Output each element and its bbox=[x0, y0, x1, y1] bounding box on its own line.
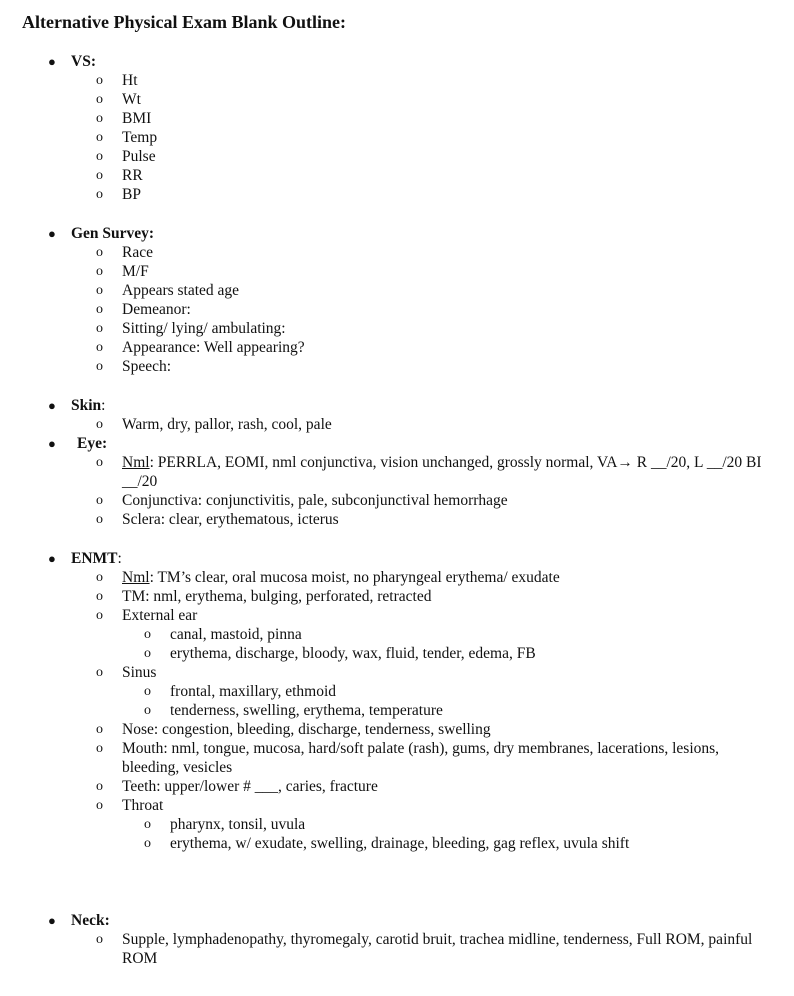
section-gen-survey bbox=[48, 224, 774, 376]
list-item bbox=[96, 720, 774, 739]
list-item-text bbox=[122, 568, 774, 587]
list-item bbox=[96, 663, 774, 720]
list-item-text: Supple, lymphadenopathy, thyromegaly, carotid bruit, trachea midline, tenderness, Full ROM, painful ROM bbox=[122, 931, 753, 967]
list-item bbox=[144, 815, 774, 834]
sub-bullet-icon: o bbox=[144, 646, 151, 661]
list-item bbox=[96, 262, 774, 281]
list-item-text: Temp bbox=[122, 129, 158, 146]
list-item-text: erythema, discharge, bloody, wax, fluid, tender, edema, FB bbox=[170, 645, 536, 662]
neck-list bbox=[48, 930, 774, 968]
list-item-text: Warm, dry, pallor, rash, cool, pale bbox=[122, 416, 332, 433]
section-label-colon: : bbox=[101, 397, 106, 414]
list-item bbox=[96, 185, 774, 204]
sub-bullet-icon: o bbox=[96, 570, 103, 585]
nml-label: Nml bbox=[122, 569, 150, 586]
enmt-normal-findings: : TM’s clear, oral mucosa moist, no pharyngeal erythema/ exudate bbox=[149, 569, 560, 586]
throat-list bbox=[96, 815, 774, 853]
list-item-text: M/F bbox=[122, 263, 149, 280]
list-item-text: frontal, maxillary, ethmoid bbox=[170, 683, 337, 700]
list-item bbox=[96, 453, 774, 491]
list-item bbox=[96, 796, 774, 853]
sub-bullet-icon: o bbox=[96, 111, 103, 126]
list-item bbox=[144, 701, 774, 720]
sub-bullet-icon: o bbox=[96, 302, 103, 317]
sub-bullet-icon: o bbox=[96, 73, 103, 88]
list-item bbox=[96, 739, 774, 777]
list-item-text: Demeanor: bbox=[122, 301, 191, 318]
bullet-icon: ● bbox=[48, 913, 56, 928]
list-item bbox=[96, 357, 774, 376]
sub-bullet-icon: o bbox=[96, 130, 103, 145]
list-item bbox=[144, 625, 774, 644]
list-item bbox=[144, 834, 774, 853]
section-label: Eye: bbox=[77, 435, 108, 452]
sub-bullet-icon: o bbox=[144, 817, 151, 832]
list-item-text: Teeth: upper/lower # ___, caries, fracture bbox=[122, 778, 378, 795]
sub-bullet-icon: o bbox=[96, 493, 103, 508]
list-item bbox=[96, 568, 774, 587]
sub-bullet-icon: o bbox=[144, 703, 151, 718]
list-item bbox=[96, 166, 774, 185]
list-item-text: Speech: bbox=[122, 358, 172, 375]
list-item-text: pharynx, tonsil, uvula bbox=[170, 816, 306, 833]
sub-bullet-icon: o bbox=[96, 417, 103, 432]
list-item bbox=[96, 491, 774, 510]
list-item-text: Race bbox=[122, 244, 153, 261]
sub-bullet-icon: o bbox=[96, 359, 103, 374]
list-item bbox=[96, 147, 774, 166]
list-item-text: Nose: congestion, bleeding, discharge, tenderness, swelling bbox=[122, 721, 491, 738]
sub-bullet-icon: o bbox=[96, 149, 103, 164]
list-item bbox=[96, 930, 774, 968]
list-item-text: TM: nml, erythema, bulging, perforated, retracted bbox=[122, 588, 432, 605]
sub-bullet-icon: o bbox=[96, 722, 103, 737]
sub-bullet-icon: o bbox=[96, 932, 103, 947]
page-title: Alternative Physical Exam Blank Outline: bbox=[22, 12, 346, 32]
bullet-icon: ● bbox=[48, 436, 56, 451]
section-skin bbox=[48, 396, 774, 529]
list-item-text: tenderness, swelling, erythema, temperature bbox=[170, 702, 443, 719]
bullet-icon: ● bbox=[48, 54, 56, 69]
list-item-text: RR bbox=[122, 167, 143, 184]
bullet-icon: ● bbox=[48, 551, 56, 566]
sub-bullet-icon: o bbox=[96, 741, 103, 756]
list-item bbox=[144, 682, 774, 701]
sub-bullet-icon: o bbox=[96, 798, 103, 813]
sub-bullet-icon: o bbox=[96, 340, 103, 355]
list-item-text: Appears stated age bbox=[122, 282, 240, 299]
section-label: ENMT bbox=[71, 550, 118, 567]
sub-bullet-icon: o bbox=[96, 187, 103, 202]
list-item bbox=[96, 243, 774, 262]
section-eye-head bbox=[48, 434, 774, 453]
list-item-text: Sitting/ lying/ ambulating: bbox=[122, 320, 286, 337]
nml-label: Nml bbox=[122, 454, 150, 471]
list-item-text: Appearance: Well appearing? bbox=[122, 339, 305, 356]
list-item-text: Throat bbox=[122, 797, 164, 814]
section-enmt bbox=[48, 549, 774, 853]
list-item bbox=[96, 71, 774, 90]
list-item-text bbox=[122, 453, 774, 491]
list-item-text: External ear bbox=[122, 607, 198, 624]
sub-bullet-icon: o bbox=[96, 589, 103, 604]
list-item-text: canal, mastoid, pinna bbox=[170, 626, 302, 643]
list-item bbox=[96, 90, 774, 109]
list-item bbox=[96, 319, 774, 338]
list-item-text: Conjunctiva: conjunctivitis, pale, subconjunctival hemorrhage bbox=[122, 492, 508, 509]
list-item bbox=[96, 606, 774, 663]
section-label: VS: bbox=[71, 53, 96, 70]
eye-list bbox=[48, 453, 774, 529]
section-vs bbox=[48, 52, 774, 204]
sub-bullet-icon: o bbox=[96, 92, 103, 107]
section-label: Neck: bbox=[71, 912, 110, 929]
list-item-text: BMI bbox=[122, 110, 152, 127]
sub-bullet-icon: o bbox=[144, 684, 151, 699]
list-item-text: Mouth: nml, tongue, mucosa, hard/soft palate (rash), gums, dry membranes, lacerations, lesions, bleeding, vesicles bbox=[122, 740, 720, 776]
enmt-list bbox=[48, 568, 774, 853]
list-item bbox=[144, 644, 774, 663]
list-item-text: BP bbox=[122, 186, 141, 203]
list-item bbox=[96, 281, 774, 300]
list-item-text: Ht bbox=[122, 72, 138, 89]
sub-bullet-icon: o bbox=[96, 321, 103, 336]
section-label-colon: : bbox=[117, 550, 122, 567]
section-label: Gen Survey: bbox=[71, 225, 155, 242]
section-label: Skin bbox=[71, 397, 102, 414]
list-item-text: Sinus bbox=[122, 664, 157, 681]
sub-bullet-icon: o bbox=[144, 836, 151, 851]
sub-bullet-icon: o bbox=[96, 608, 103, 623]
sub-bullet-icon: o bbox=[96, 512, 103, 527]
sub-bullet-icon: o bbox=[96, 283, 103, 298]
bullet-icon: ● bbox=[48, 398, 56, 413]
external-ear-list bbox=[96, 625, 774, 663]
list-item bbox=[96, 777, 774, 796]
section-neck bbox=[48, 911, 774, 968]
list-item-text: erythema, w/ exudate, swelling, drainage, bleeding, gag reflex, uvula shift bbox=[170, 835, 630, 852]
list-item bbox=[96, 587, 774, 606]
sub-bullet-icon: o bbox=[96, 455, 103, 470]
list-item bbox=[96, 109, 774, 128]
list-item bbox=[96, 415, 774, 434]
list-item-text: Sclera: clear, erythematous, icterus bbox=[122, 511, 339, 528]
bullet-icon: ● bbox=[48, 226, 56, 241]
list-item bbox=[96, 338, 774, 357]
sub-bullet-icon: o bbox=[96, 779, 103, 794]
sinus-list bbox=[96, 682, 774, 720]
sub-bullet-icon: o bbox=[96, 665, 103, 680]
gen-survey-list bbox=[48, 243, 774, 376]
sub-bullet-icon: o bbox=[96, 245, 103, 260]
skin-list bbox=[48, 415, 774, 434]
vs-list bbox=[48, 71, 774, 204]
sub-bullet-icon: o bbox=[96, 168, 103, 183]
list-item bbox=[96, 128, 774, 147]
eye-normal-findings: : PERRLA, EOMI, nml conjunctiva, vision unchanged, grossly normal, VA→ R __/20, L __/20 BI __/20 bbox=[122, 454, 762, 490]
sub-bullet-icon: o bbox=[144, 627, 151, 642]
sub-bullet-icon: o bbox=[96, 264, 103, 279]
list-item bbox=[96, 300, 774, 319]
list-item-text: Pulse bbox=[122, 148, 156, 165]
list-item-text: Wt bbox=[122, 91, 141, 108]
list-item bbox=[96, 510, 774, 529]
